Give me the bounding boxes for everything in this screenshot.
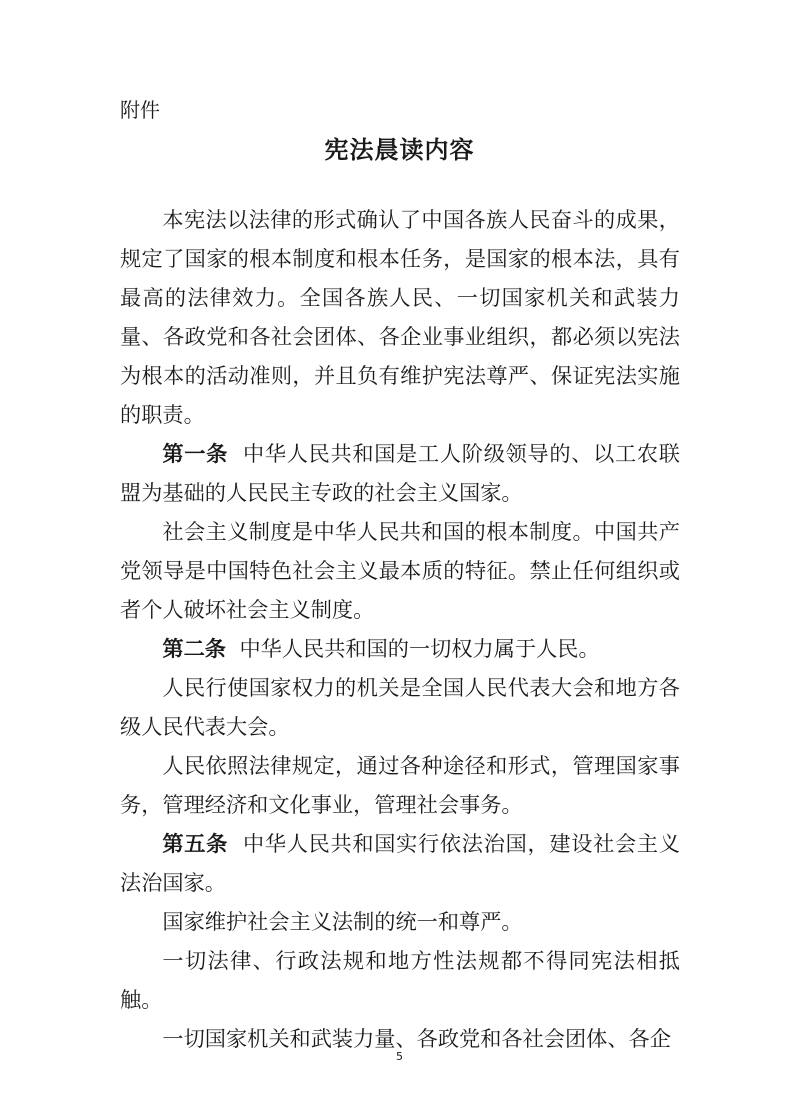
paragraph	[120, 824, 680, 902]
paragraph	[120, 512, 680, 629]
paragraph	[120, 902, 680, 941]
paragraph-text: 中华人民共和国实行依法治国，建设社会主义法治国家。	[120, 831, 680, 895]
page-number: 5	[396, 1050, 403, 1063]
paragraph-text: 本宪法以法律的形式确认了中国各族人民奋斗的成果，规定了国家的根本制度和根本任务，是国家的根本法，具有最高的法律效力。全国各族人民、一切国家机关和武装力量、各政党和各社会团体、各企业事业组织，都必须以宪法为根本的活动准则，并且负有维护宪法尊严、保证宪法实施的职责。	[120, 207, 680, 427]
paragraph-text: 一切法律、行政法规和地方性法规都不得同宪法相抵触。	[120, 948, 680, 1012]
article-label: 第一条	[162, 441, 229, 466]
paragraph-text: 中华人民共和国的一切权力属于人民。	[239, 636, 600, 661]
paragraph	[120, 434, 680, 512]
attachment-label: 附件	[120, 98, 160, 122]
article-label: 第二条	[162, 636, 226, 661]
paragraph	[120, 629, 680, 668]
paragraph	[120, 200, 680, 434]
article-label: 第五条	[162, 831, 229, 856]
paragraph-text: 社会主义制度是中华人民共和国的根本制度。中国共产党领导是中国特色社会主义最本质的特征。禁止任何组织或者个人破坏社会主义制度。	[120, 519, 680, 622]
paragraph-text: 中华人民共和国是工人阶级领导的、以工农联盟为基础的人民民主专政的社会主义国家。	[120, 441, 680, 505]
paragraph	[120, 746, 680, 824]
paragraph	[120, 941, 680, 1019]
document-body	[120, 200, 680, 1058]
paragraph	[120, 668, 680, 746]
paragraph-text: 一切国家机关和武装力量、各政党和各社会团体、各企	[162, 1026, 671, 1051]
paragraph-text: 人民行使国家权力的机关是全国人民代表大会和地方各级人民代表大会。	[120, 675, 680, 739]
paragraph-text: 国家维护社会主义法制的统一和尊严。	[162, 909, 523, 934]
document-title: 宪法晨读内容	[324, 136, 475, 164]
paragraph-text: 人民依照法律规定，通过各种途径和形式，管理国家事务，管理经济和文化事业，管理社会事务。	[120, 753, 680, 817]
